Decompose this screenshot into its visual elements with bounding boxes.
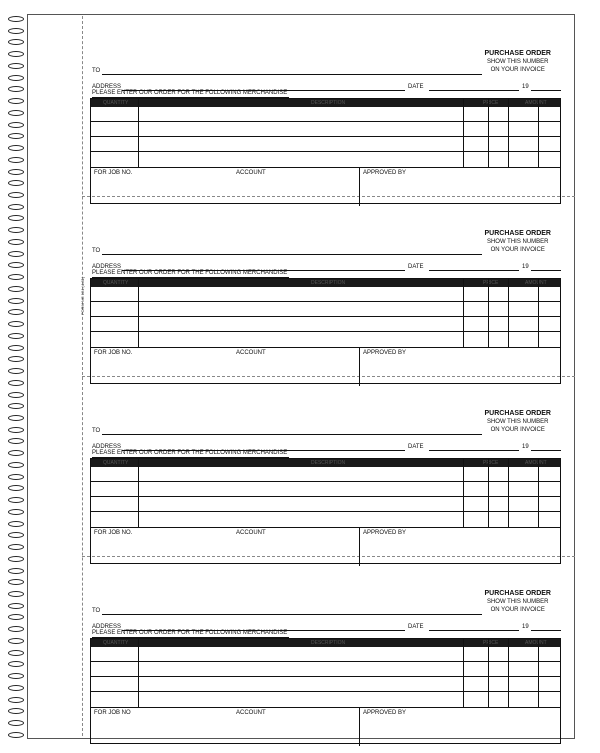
year-prefix: 19 xyxy=(522,624,529,630)
col-quantity: QUANTITY xyxy=(103,460,129,466)
address-label: ADDRESS xyxy=(92,444,122,450)
po-header xyxy=(484,50,551,74)
spiral-coil xyxy=(8,685,24,691)
po-title: PURCHASE ORDER xyxy=(484,590,551,597)
table-row[interactable] xyxy=(91,316,560,317)
column-divider xyxy=(138,639,139,707)
col-description: DESCRIPTION xyxy=(311,280,346,286)
year-prefix: 19 xyxy=(522,84,529,90)
purchase-order xyxy=(88,410,563,570)
year-field[interactable] xyxy=(531,630,561,631)
spiral-coil xyxy=(8,568,24,574)
spiral-coil xyxy=(8,450,24,456)
instruction-text: PLEASE ENTER OUR ORDER FOR THE FOLLOWING MERCHANDISE xyxy=(92,630,288,636)
column-divider xyxy=(508,639,509,707)
spiral-coil xyxy=(8,251,24,257)
po-title: PURCHASE ORDER xyxy=(484,230,551,237)
year-field[interactable] xyxy=(531,270,561,271)
spiral-coil xyxy=(8,661,24,667)
account-label: ACCOUNT xyxy=(236,530,266,536)
spiral-coil xyxy=(8,180,24,186)
merchandise-table xyxy=(90,638,561,744)
approved-label: APPROVED BY xyxy=(363,170,407,176)
spiral-coil xyxy=(8,532,24,538)
spiral-coil xyxy=(8,86,24,92)
to-label: TO xyxy=(92,68,101,74)
spiral-coil xyxy=(8,98,24,104)
col-amount: AMOUNT xyxy=(525,460,547,466)
table-header xyxy=(91,279,560,287)
year-field[interactable] xyxy=(531,90,561,91)
po-header xyxy=(484,230,551,254)
po-subtitle-2: ON YOUR INVOICE xyxy=(490,607,545,613)
col-price: PRICE xyxy=(483,100,499,106)
date-field[interactable] xyxy=(429,450,519,451)
spiral-coil xyxy=(8,274,24,280)
to-field[interactable] xyxy=(102,434,482,435)
po-title: PURCHASE ORDER xyxy=(484,50,551,57)
date-field[interactable] xyxy=(429,630,519,631)
form-number: FORM NC 124 (4-81) xyxy=(80,276,85,315)
spiral-coil xyxy=(8,239,24,245)
table-header xyxy=(91,459,560,467)
column-divider xyxy=(138,459,139,527)
spiral-coil xyxy=(8,673,24,679)
col-description: DESCRIPTION xyxy=(311,100,346,106)
approved-label: APPROVED BY xyxy=(363,710,407,716)
purchase-order xyxy=(88,590,563,750)
col-quantity: QUANTITY xyxy=(103,100,129,106)
spiral-coil xyxy=(8,591,24,597)
table-row[interactable] xyxy=(91,331,560,332)
po-title: PURCHASE ORDER xyxy=(484,410,551,417)
to-label: TO xyxy=(92,248,101,254)
column-divider xyxy=(508,459,509,527)
date-field[interactable] xyxy=(429,90,519,91)
footer-fields xyxy=(91,167,560,206)
column-divider xyxy=(508,279,509,347)
spiral-coil xyxy=(8,697,24,703)
table-row[interactable] xyxy=(91,511,560,512)
col-quantity: QUANTITY xyxy=(103,640,129,646)
column-divider xyxy=(488,99,489,167)
spiral-coil xyxy=(8,204,24,210)
merchandise-table xyxy=(90,458,561,564)
spiral-coil xyxy=(8,262,24,268)
spiral-coil xyxy=(8,708,24,714)
column-divider xyxy=(488,279,489,347)
po-subtitle-1: SHOW THIS NUMBER xyxy=(486,419,549,425)
instruction-text: PLEASE ENTER OUR ORDER FOR THE FOLLOWING MERCHANDISE xyxy=(92,450,288,456)
col-amount: AMOUNT xyxy=(525,640,547,646)
job-label: FOR JOB NO. xyxy=(94,530,133,536)
spiral-coil xyxy=(8,626,24,632)
to-field[interactable] xyxy=(102,254,482,255)
table-row[interactable] xyxy=(91,121,560,122)
job-label: FOR JOB NO. xyxy=(94,350,133,356)
col-price: PRICE xyxy=(483,460,499,466)
footer-divider xyxy=(359,708,360,746)
po-subtitle-1: SHOW THIS NUMBER xyxy=(486,59,549,65)
po-subtitle-1: SHOW THIS NUMBER xyxy=(486,239,549,245)
spiral-coil xyxy=(8,544,24,550)
col-price: PRICE xyxy=(483,280,499,286)
col-description: DESCRIPTION xyxy=(311,640,346,646)
column-divider xyxy=(463,279,464,347)
col-quantity: QUANTITY xyxy=(103,280,129,286)
table-row[interactable] xyxy=(91,301,560,302)
account-label: ACCOUNT xyxy=(236,170,266,176)
table-row[interactable] xyxy=(91,136,560,137)
table-row[interactable] xyxy=(91,151,560,152)
column-divider xyxy=(463,99,464,167)
job-label: FOR JOB NO. xyxy=(94,170,133,176)
footer-fields xyxy=(91,707,560,746)
col-price: PRICE xyxy=(483,640,499,646)
po-subtitle-2: ON YOUR INVOICE xyxy=(490,247,545,253)
table-row[interactable] xyxy=(91,481,560,482)
spiral-coil xyxy=(8,145,24,151)
spiral-coil xyxy=(8,169,24,175)
spiral-coil xyxy=(8,75,24,81)
col-description: DESCRIPTION xyxy=(311,460,346,466)
spiral-coil xyxy=(8,497,24,503)
spiral-coil xyxy=(8,333,24,339)
year-prefix: 19 xyxy=(522,444,529,450)
account-label: ACCOUNT xyxy=(236,350,266,356)
spiral-coil xyxy=(8,438,24,444)
column-divider xyxy=(463,639,464,707)
spiral-coil xyxy=(8,356,24,362)
spiral-coil xyxy=(8,650,24,656)
column-divider xyxy=(538,459,539,527)
spiral-coil xyxy=(8,462,24,468)
spiral-coil xyxy=(8,227,24,233)
po-subtitle-2: ON YOUR INVOICE xyxy=(490,67,545,73)
table-row[interactable] xyxy=(91,661,560,662)
account-label: ACCOUNT xyxy=(236,710,266,716)
address-label: ADDRESS xyxy=(92,84,122,90)
instruction-text: PLEASE ENTER OUR ORDER FOR THE FOLLOWING MERCHANDISE xyxy=(92,90,288,96)
spiral-coil xyxy=(8,603,24,609)
table-row[interactable] xyxy=(91,496,560,497)
spiral-coil xyxy=(8,521,24,527)
column-divider xyxy=(538,279,539,347)
spiral-coil xyxy=(8,474,24,480)
spiral-coil xyxy=(8,556,24,562)
year-prefix: 19 xyxy=(522,264,529,270)
po-subtitle-1: SHOW THIS NUMBER xyxy=(486,599,549,605)
spiral-coil xyxy=(8,368,24,374)
spiral-coil xyxy=(8,380,24,386)
to-field[interactable] xyxy=(102,614,482,615)
to-label: TO xyxy=(92,428,101,434)
col-amount: AMOUNT xyxy=(525,280,547,286)
spiral-coil xyxy=(8,638,24,644)
spiral-coil xyxy=(8,732,24,738)
spiral-coil xyxy=(8,286,24,292)
address-label: ADDRESS xyxy=(92,264,122,270)
spiral-binding xyxy=(6,16,28,738)
job-label: FOR JOB NO xyxy=(94,710,131,716)
spiral-coil xyxy=(8,28,24,34)
spiral-coil xyxy=(8,509,24,515)
spiral-coil xyxy=(8,415,24,421)
table-row[interactable] xyxy=(91,676,560,677)
po-header xyxy=(484,410,551,434)
po-header xyxy=(484,590,551,614)
spiral-coil xyxy=(8,392,24,398)
spiral-coil xyxy=(8,485,24,491)
spiral-coil xyxy=(8,614,24,620)
col-amount: AMOUNT xyxy=(525,100,547,106)
footer-fields xyxy=(91,527,560,566)
address-label: ADDRESS xyxy=(92,624,122,630)
footer-divider xyxy=(359,528,360,566)
spiral-coil xyxy=(8,157,24,163)
po-subtitle-2: ON YOUR INVOICE xyxy=(490,427,545,433)
date-label: DATE xyxy=(408,264,424,270)
table-header xyxy=(91,639,560,647)
footer-divider xyxy=(359,168,360,206)
to-field[interactable] xyxy=(102,74,482,75)
instruction-text: PLEASE ENTER OUR ORDER FOR THE FOLLOWING MERCHANDISE xyxy=(92,270,288,276)
column-divider xyxy=(138,279,139,347)
spiral-coil xyxy=(8,63,24,69)
footer-divider xyxy=(359,348,360,386)
date-label: DATE xyxy=(408,624,424,630)
table-row[interactable] xyxy=(91,691,560,692)
spiral-coil xyxy=(8,133,24,139)
column-divider xyxy=(488,639,489,707)
spiral-coil xyxy=(8,215,24,221)
column-divider xyxy=(538,639,539,707)
merchandise-table xyxy=(90,98,561,204)
spiral-coil xyxy=(8,345,24,351)
date-label: DATE xyxy=(408,84,424,90)
spiral-coil xyxy=(8,321,24,327)
purchase-order xyxy=(88,230,563,390)
date-label: DATE xyxy=(408,444,424,450)
column-divider xyxy=(538,99,539,167)
column-divider xyxy=(508,99,509,167)
spiral-coil xyxy=(8,39,24,45)
spiral-coil xyxy=(8,403,24,409)
spiral-coil xyxy=(8,110,24,116)
spiral-coil xyxy=(8,51,24,57)
table-header xyxy=(91,99,560,107)
purchase-order xyxy=(88,50,563,210)
spiral-coil xyxy=(8,192,24,198)
approved-label: APPROVED BY xyxy=(363,350,407,356)
approved-label: APPROVED BY xyxy=(363,530,407,536)
column-divider xyxy=(138,99,139,167)
to-label: TO xyxy=(92,608,101,614)
column-divider xyxy=(488,459,489,527)
spiral-coil xyxy=(8,122,24,128)
spiral-coil xyxy=(8,579,24,585)
spiral-coil xyxy=(8,309,24,315)
spiral-coil xyxy=(8,16,24,22)
spiral-coil xyxy=(8,427,24,433)
spiral-coil xyxy=(8,720,24,726)
column-divider xyxy=(463,459,464,527)
date-field[interactable] xyxy=(429,270,519,271)
spiral-coil xyxy=(8,298,24,304)
footer-fields xyxy=(91,347,560,386)
merchandise-table xyxy=(90,278,561,384)
year-field[interactable] xyxy=(531,450,561,451)
